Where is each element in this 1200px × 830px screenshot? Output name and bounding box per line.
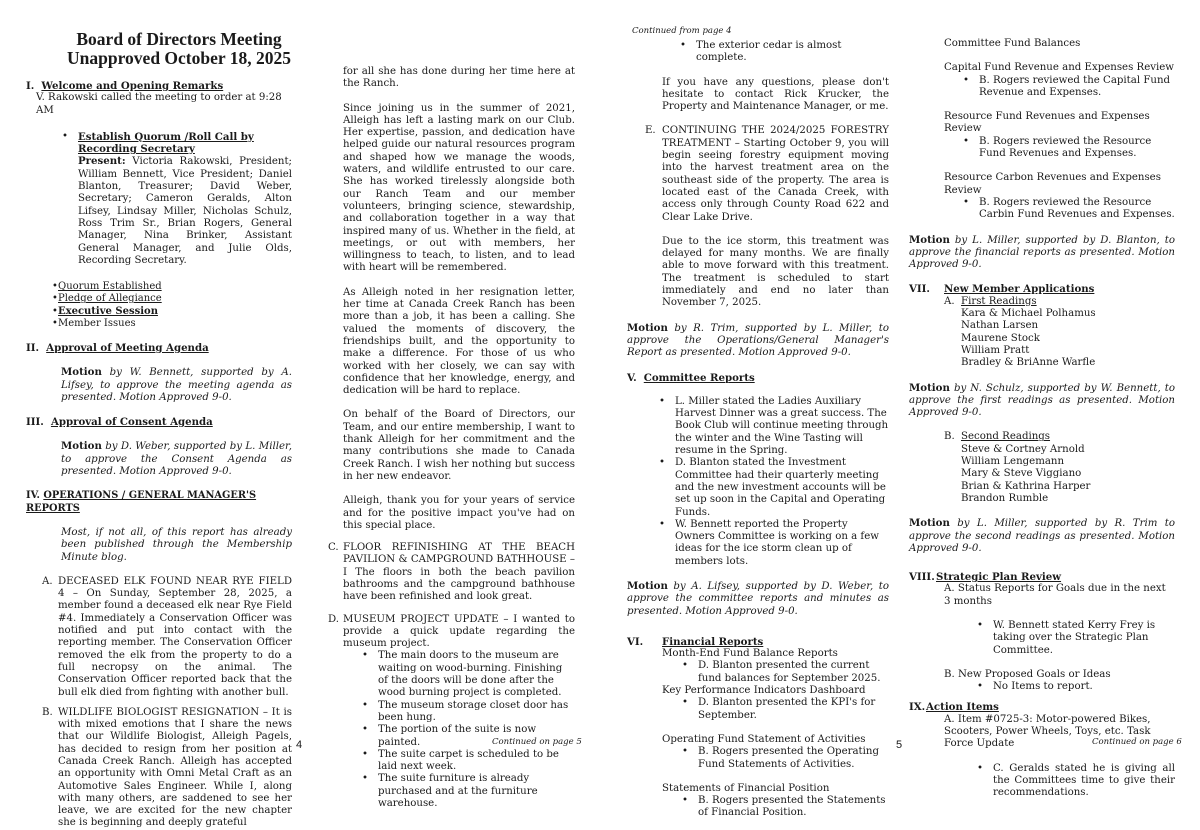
- item-e: E. CONTINUING THE 2024/2025 FORESTRY TREATMENT – Starting October 9, you will begin seeing forestry equipment moving into the harvest treatment area on the southeast side of the property. The area is located east of the Canada Creek, with access only through County Road 622 and Clear Lake Drive. Due to the ice storm, this treatment was delayed for many months. We are finally able to move forward with this treatment. The treatment is scheduled to start immediately and end no later than November 7, 2025.: [645, 125, 889, 309]
- page4-col2: for all she has done during her time here at the Ranch. Since joining us in the summer of 2021, Alleigh has left a lasting mark on our Club. Her expertise, passion, and dedication have helped guide our natural resources program and shaped how we manage the woods, waters, and wildlife entrusted to our care. She has worked tirelessly alongside both our Ranch Team and our member volunteers, bringing science, stewardship, and collaboration together in a way that inspired many of us. Whether in the field, at meetings, or out with members, her willingness to teach, to listen, and to lead with heart will be remembered. As Alleigh noted in her resignation letter, her time at Canada Creek Ranch has been more than a job, it has been a calling. She valued the moments of discovery, the friendships built, and the opportunity to make a difference. For those of us who worked with her closely, we can say with confidence that her knowledge, energy, and dedication will be hard to replace. On behalf of the Board of Directors, our Team, and our entire membership, I want to thank Alleigh for her commitment and the many contributions she made to Canada Creek Ranch. I wish her nothing but success in her new endeavor. Alleigh, thank you for your years of service and for the positive impact you've had on this special place. C. FLOOR REFINISHING AT THE BEACH PAVILION & CAMPGROUND BATHHOUSE – I The floors in both the beach pavilion bathrooms and the campground bathhouse have been refinished and look great. D. MUSEUM PROJECT UPDATE – I wanted to provide a quick update regarding the museum project. • The main doors to the museum are waiting on wood-burning. Finishing of the doors will be done after the wood burning project is completed. • The museum storage closet door has been hung. • The portion of the suite is now painted. • The suite carpet is scheduled to be laid next week. • The suite furniture is already purchased and at the furniture warehouse.: [328, 66, 575, 810]
- list-item: • The exterior cedar is almost complete.: [680, 40, 842, 64]
- first-readings: A. First Readings Kara & Michael Polhamus Nathan Larsen Maurene Stock William Pratt Bradley & BriAnne Warfle: [909, 296, 1175, 370]
- member-name: Nathan Larsen: [961, 320, 1039, 332]
- list-item: • L. Miller stated the Ladies Auxiliary Harvest Dinner was a great success. The Book Club will continue meeting through the winter and the Wine Tasting will resume in the Spring.: [659, 395, 889, 457]
- bullet-icon: •: [62, 130, 69, 142]
- mini-list: • Quorum Established • Pledge of Allegiance • Executive Session • Member Issues: [52, 281, 162, 329]
- section-2-heading: II. Approval of Meeting Agenda: [26, 341, 209, 354]
- item-d: D. MUSEUM PROJECT UPDATE – I wanted to provide a quick update regarding the museum project.: [328, 613, 575, 650]
- list-item: Executive Session: [58, 305, 158, 317]
- member-name: Maurene Stock: [961, 332, 1040, 344]
- page5-col2: Committee Fund Balances Capital Fund Revenue and Expenses Review • B. Rogers reviewed the Capital Fund Revenue and Expenses. Resource Fund Revenues and Expenses Review • B. Rogers reviewed the Resource Fund Revenues and Expenses. Resource Carbon Revenues and Expenses Review • B. Rogers reviewed the Resource Carbin Fund Revenues and Expenses. Motion by L. Miller, supported by D. Blanton, to approve the financial reports as presented. Motion Approved 9-0. VII. New Member Applications A. First Readings Kara & Michael Polhamus Nathan Larsen Maurene Stock William Pratt Bradley & BriAnne Warfle Motion by N. Schulz, supported by W. Bennett, to approve the first readings as presented. Motion Approved 9-0. B. Second Readings Steve & Cortney Arnold William Lengemann Mary & Steve Viggiano Brian & Kathrina Harper Brandon Rumble Motion by L. Miller, supported by R. Trim to approve the second readings as presented. Motion Approved 9-0. VIII. Strategic Plan Review A. Status Reports for Goals due in the next 3 months • W. Bennett stated Kerry Frey is taking over the Strategic Plan Committee. B. New Proposed Goals or Ideas • No Items to report. IX. Action Items A. Item #0725-3: Motor-powered Bikes, Scooters, Power Wheels, Toys, etc. Task Force Update • C. Geralds stated he is giving all the Committees time to give their recommendations.: [909, 38, 1175, 799]
- section-6-heading: VI. Financial Reports: [627, 635, 764, 648]
- list-item: • B. Rogers reviewed the Resource Fund Revenues and Expenses.: [963, 135, 1152, 160]
- section-9-heading: IX. Action Items: [909, 701, 999, 714]
- quorum-block: [26, 131, 292, 267]
- continued-on-page-5: Continued on page 5: [492, 737, 582, 747]
- motion-text: Motion by N. Schulz, supported by W. Bennett, to approve the first readings as presented. Motion Approved 9-0.: [909, 381, 1175, 419]
- member-name: Kara & Michael Polhamus: [961, 308, 1096, 320]
- page-number: 5: [896, 739, 903, 751]
- present-list: Present: Victoria Rakowski, President; William Bennett, Vice President; Daniel Blanton, Treasurer; David Weber, Secretary; Cameron Geralds, Alton Lifsey, Lindsay Miller, Nicholas Schulz, Ross Trim Sr., Brian Rogers, General Manager, Nina Brinker, Assistant General Manager, and Julie Olds, Recording Secretary.: [78, 155, 292, 266]
- item-c: C. FLOOR REFINISHING AT THE BEACH PAVILION & CAMPGROUND BATHHOUSE – I The floors in both the beach pavilion bathrooms and the campground bathhouse have been refinished and look great.: [328, 542, 575, 603]
- section-4-heading: IV. OPERATIONS / GENERAL MANAGER'S REPORTS: [26, 490, 257, 514]
- member-name: Steve & Cortney Arnold: [961, 443, 1085, 455]
- motion-text: Motion by L. Miller, supported by R. Trim to approve the second readings as presented. Motion Approved 9-0.: [909, 517, 1175, 554]
- item-b: B. WILDLIFE BIOLOGIST RESIGNATION – It is with mixed emotions that I share the news that our Wildlife Biologist, Alleigh Pagels, has decided to resign from her position at Canada Creek Ranch. Alleigh has accepted an opportunity with Omni Metal Craft as an Automotive Sales Engineer. While I, along with many others, are saddened to see her leave, we are excited for the new chapter she is beginning and deeply grateful: [42, 706, 292, 829]
- member-name: Brian & Kathrina Harper: [961, 480, 1091, 492]
- list-item: • B. Rogers reviewed the Capital Fund Revenue and Expenses.: [963, 74, 1171, 98]
- list-item: • The museum storage closet door has been hung.: [362, 699, 569, 723]
- motion-text: Motion by L. Miller, supported by D. Blanton, to approve the financial reports as presented. Motion Approved 9-0.: [909, 233, 1175, 271]
- member-name: William Lengemann: [961, 456, 1065, 468]
- page-title: Board of Directors Meeting Unapproved October 18, 2025: [67, 29, 291, 68]
- continued-from-page-4: Continued from page 4: [632, 26, 732, 36]
- list-item: • B. Rogers reviewed the Resource Carbin Fund Revenues and Expenses.: [963, 196, 1175, 221]
- museum-bullets: [343, 650, 575, 810]
- member-name: Bradley & BriAnne Warfle: [961, 357, 1096, 369]
- motion-text: Motion by R. Trim, supported by L. Miller, to approve the Operations/General Manager's Report as presented. Motion Approved 9-0.: [627, 321, 889, 359]
- section-4-intro: Most, if not all, of this report has already been published through the Membership Minute blog.: [61, 526, 292, 563]
- list-item: • D. Blanton presented the KPI's for September.: [682, 697, 876, 721]
- page5-col1: • The exterior cedar is almost complete. If you have any questions, please don't hesitate to contact Rick Krucker, the Property and Maintenance Manager, or me. E. CONTINUING THE 2024/2025 FORESTRY TREATMENT – Starting October 9, you will begin seeing forestry equipment moving into the harvest treatment area on the southeast side of the property. The area is located east of the Canada Creek, with access only through County Road 622 and Clear Lake Drive. Due to the ice storm, this treatment was delayed for many months. We are finally able to move forward with this treatment. The treatment is scheduled to start immediately and end no later than November 7, 2025. Motion by R. Trim, supported by L. Miller, to approve the Operations/General Manager's Report as presented. Motion Approved 9-0. V. Committee Reports • L. Miller stated the Ladies Auxiliary Harvest Dinner was a great success. The Book Club will continue meeting through the winter and the Wine Tasting will resume in the Spring. • D. Blanton stated the Investment Committee had their quarterly meeting and the new investment accounts will be set up soon in the Capital and Operating Funds. • W. Bennett reported the Property Owners Committee is working on a few ideas for the ice storm clean up of members lots. Motion by A. Lifsey, supported by D. Weber, to approve the committee reports and minutes as presented. Motion Approved 9-0. VI. Financial Reports Month-End Fund Balance Reports • D. Blanton presented the current fund balances for September 2025. Key Performance Indicators Dashboard • D. Blanton presented the KPI's for September. Operating Fund Statement of Activities • B. Rogers presented the Operating Fund Statements of Activities. Statements of Financial Position • B. Rogers presented the Statements of Financial Position.: [627, 40, 889, 819]
- list-item: • The portion of the suite is now painted.: [362, 724, 537, 748]
- list-item: • No Items to report.: [977, 681, 1093, 693]
- committee-bullets: [627, 396, 889, 568]
- motion-text: Motion by A. Lifsey, supported by D. Weber, to approve the committee reports and minutes as presented. Motion Approved 9-0.: [627, 579, 889, 617]
- section-3-heading: III. Approval of Consent Agenda: [26, 416, 213, 429]
- list-item: • The suite furniture is already purchased and at the furniture warehouse.: [362, 773, 538, 810]
- section-1-heading: I. Welcome and Opening Remarks: [26, 80, 224, 92]
- list-item: Quorum Established: [58, 281, 162, 293]
- continued-on-page-6: Continued on page 6: [1092, 737, 1182, 747]
- motion-text: Motion by D. Weber, supported by L. Miller, to approve the Consent Agenda as presented. Motion Approved 9-0.: [61, 440, 292, 478]
- member-name: Brandon Rumble: [961, 492, 1049, 504]
- quorum-heading: Establish Quorum /Roll Call by Recording Secretary: [78, 130, 254, 156]
- list-item: • W. Bennett stated Kerry Frey is taking over the Strategic Plan Committee.: [977, 619, 1156, 656]
- page4-col1: [26, 30, 292, 830]
- list-item: Member Issues: [58, 317, 136, 329]
- member-name: William Pratt: [961, 344, 1030, 356]
- list-item: • C. Geralds stated he is giving all the Committees time to give their recommendations.: [977, 762, 1175, 799]
- list-item: • The suite carpet is scheduled to be laid next week.: [362, 748, 559, 773]
- section-8-heading: VIII. Strategic Plan Review: [909, 571, 1062, 584]
- section-7-heading: VII. New Member Applications: [909, 283, 1095, 296]
- motion-text: Motion by W. Bennett, supported by A. Lifsey, to approve the meeting agenda as presented. Motion Approved 9-0.: [61, 366, 292, 403]
- list-item: • D. Blanton stated the Investment Committee had their quarterly meeting and the new investment accounts will be set up soon in the Capital and Operating Funds.: [659, 457, 886, 518]
- list-item: • B. Rogers presented the Operating Fund Statements of Activities.: [682, 746, 879, 770]
- second-readings: B. Second Readings Steve & Cortney Arnold William Lengemann Mary & Steve Viggiano Brian & Kathrina Harper Brandon Rumble: [909, 431, 1175, 505]
- list-item: • B. Rogers presented the Statements of Financial Position.: [682, 795, 886, 819]
- list-item: • W. Bennett reported the Property Owners Committee is working on a few ideas for the ice storm clean up of members lots.: [659, 518, 879, 567]
- member-name: Mary & Steve Viggiano: [961, 468, 1082, 480]
- list-item: • D. Blanton presented the current fund balances for September 2025.: [682, 660, 881, 684]
- item-a: A. DECEASED ELK FOUND NEAR RYE FIELD 4 – On Sunday, September 28, 2025, a member found a deceased elk near Rye Field #4. Immediately a Conservation Officer was notified and put into contact with the reporting member. The Conservation Officer removed the elk from the property to do a full necropsy on the animal. The Conservation Officer reported back that the bull elk died from fighting with another bull.: [42, 575, 292, 698]
- page-number: 4: [296, 739, 303, 751]
- list-item: Pledge of Allegiance: [58, 293, 162, 305]
- financial-reports: Month-End Fund Balance Reports • D. Blanton presented the current fund balances for September 2025. Key Performance Indicators Dashboard • D. Blanton presented the KPI's for September. Operating Fund Statement of Activities • B. Rogers presented the Operating Fund Statements of Activities. Statements of Financial Position • B. Rogers presented the Statements of Financial Position.: [627, 648, 889, 820]
- section-5-heading: V. Committee Reports: [627, 371, 755, 384]
- section-1-text: V. Rakowski called the meeting to order at 9:28 AM: [36, 92, 282, 116]
- list-item: • The main doors to the museum are waiting on wood-burning. Finishing of the doors will be done after the wood burning project is completed.: [362, 650, 563, 699]
